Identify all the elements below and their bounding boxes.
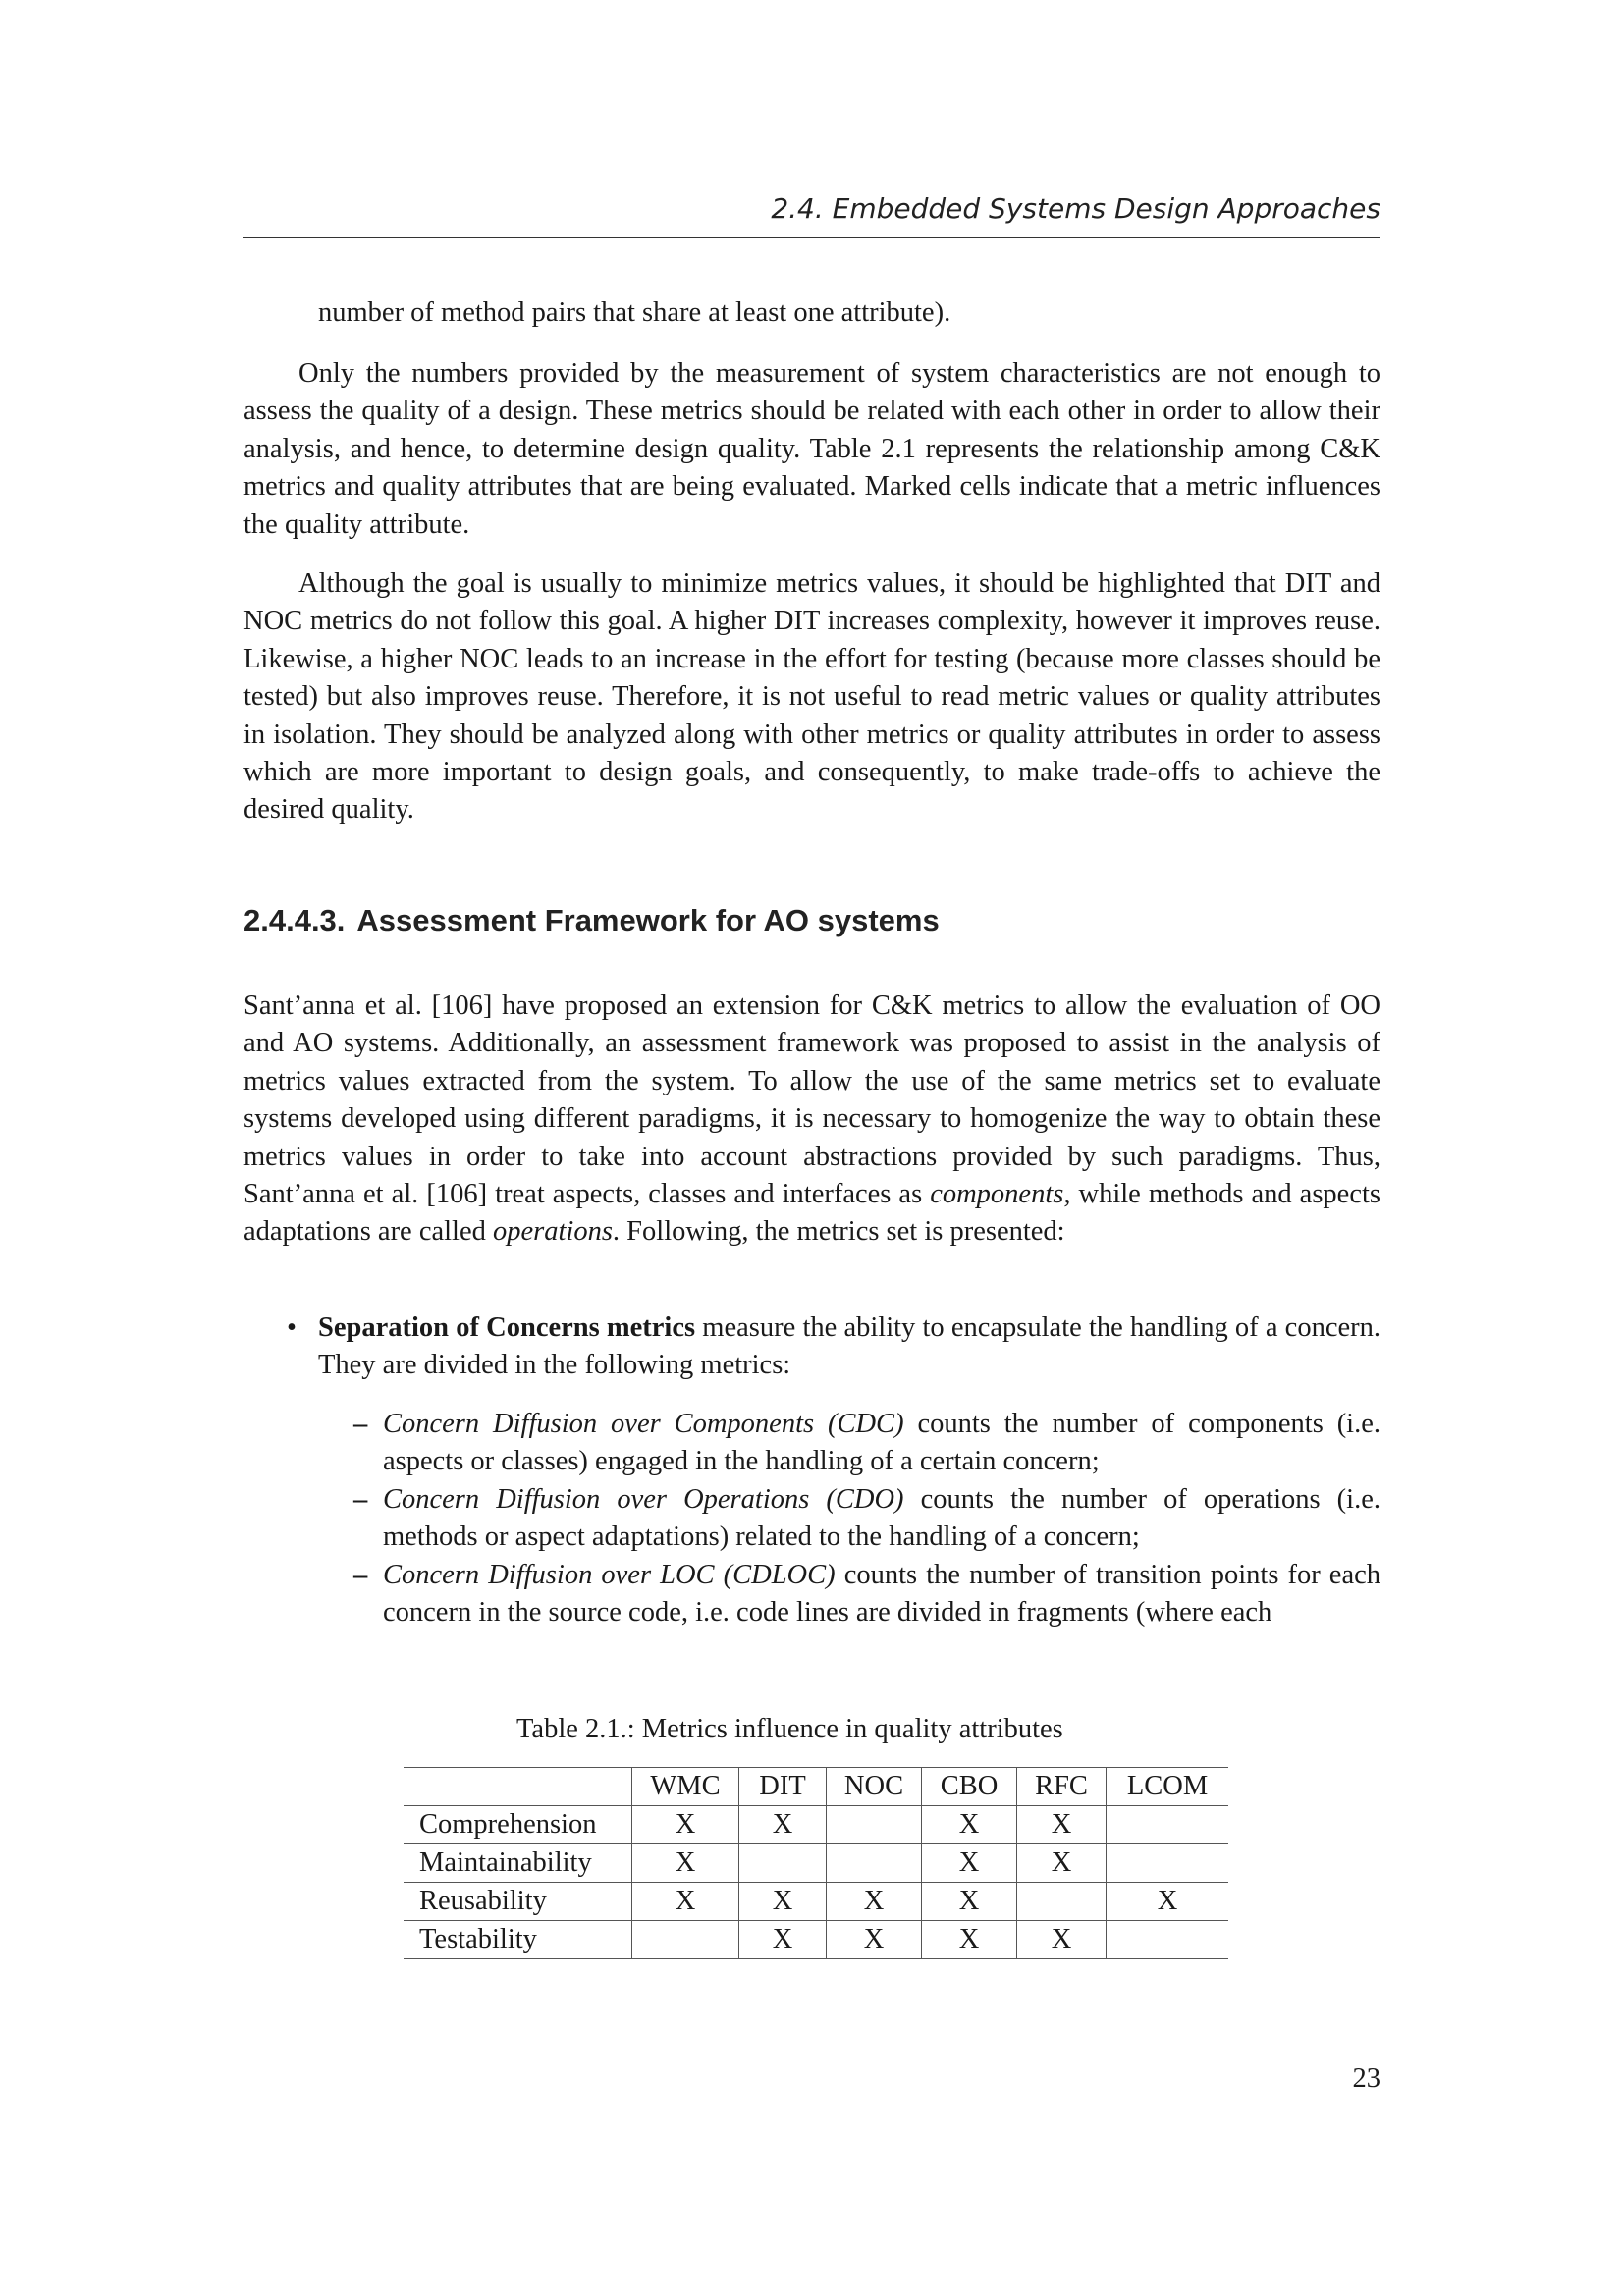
table-cell: X xyxy=(922,1806,1017,1844)
sub-item-term: Concern Diffusion over Operations (CDO) xyxy=(383,1483,904,1515)
page xyxy=(243,0,1380,2296)
sub-item-term: Concern Diffusion over LOC (CDLOC) xyxy=(383,1559,836,1590)
paragraph-3-part3: . Following, the metrics set is presented: xyxy=(612,1216,1065,1248)
table-cell: Maintainability xyxy=(419,1847,592,1878)
table-cell: X xyxy=(632,1883,739,1921)
sub-item-term: Concern Diffusion over Components (CDC) xyxy=(383,1409,904,1439)
table-cell xyxy=(739,1844,827,1883)
table-row xyxy=(404,1883,1228,1921)
bullet-body xyxy=(318,1309,1380,1385)
table-cell: X xyxy=(1017,1806,1107,1844)
paragraph-2 xyxy=(243,565,1380,829)
table-cell: X xyxy=(739,1806,827,1844)
paragraph-2-text: Although the goal is usually to minimize metrics values, it should be highlighted that DIT and NOC metrics do not follow this goal. A higher DIT increases complexity, however it improves reuse. Likewise, a higher NOC leads to an increase in the effort for testing (because more classes should be tested) but also improves reuse. Therefore, it is not useful to read metric values or quality attributes in isolation. They should be analyzed along with other metrics or quality attributes in order to assess which are more important to design goals, and consequently, to make trade-offs to achieve the desired quality. xyxy=(243,568,1380,826)
table-row xyxy=(404,1806,1228,1844)
paragraph-1-text: Only the numbers provided by the measurement of system characteristics are not enough to assess the quality of a design. These metrics should be related with each other in order to allow their analysis, and hence, to determine design quality. Table 2.1 represents the relationship among C&K metrics and quality attributes that are being evaluated. Marked cells indicate that a metric influences the quality attribute. xyxy=(243,358,1380,540)
table-row xyxy=(404,1921,1228,1959)
table-cell xyxy=(1107,1921,1229,1959)
table-cell: X xyxy=(1017,1844,1107,1883)
sub-item-desc: counts the number of operations (i.e. methods or aspect adaptations) related to the handling of a concern; xyxy=(383,1483,1380,1553)
table-cell xyxy=(1107,1844,1229,1883)
table-cell: X xyxy=(922,1883,1017,1921)
dash-marker: – xyxy=(353,1483,368,1515)
table-header-cell: WMC xyxy=(632,1768,739,1806)
table-cell: Reusability xyxy=(419,1886,547,1916)
table-cell xyxy=(632,1921,739,1959)
term-components: components xyxy=(930,1179,1064,1210)
sub-item-cdo xyxy=(353,1481,1380,1557)
paragraph-3-text xyxy=(243,988,1380,1252)
table-cell: X xyxy=(922,1844,1017,1883)
bullet-bold-term: Separation of Concerns metrics xyxy=(318,1312,696,1343)
table-header-cell xyxy=(404,1768,632,1806)
section-heading xyxy=(243,903,940,938)
table-cell xyxy=(827,1806,922,1844)
table-cell: X xyxy=(922,1921,1017,1959)
term-operations: operations xyxy=(493,1216,613,1248)
table-caption: Table 2.1.: Metrics influence in quality attributes xyxy=(516,1714,1063,1744)
table-cell: X xyxy=(739,1921,827,1959)
paragraph-3-part2: , while methods and aspects adaptations are called xyxy=(243,1179,1380,1248)
table-cell xyxy=(827,1844,922,1883)
table-cell: X xyxy=(1017,1921,1107,1959)
running-head: 2.4. Embedded Systems Design Approaches xyxy=(771,192,1380,225)
bullet-marker: • xyxy=(287,1312,297,1343)
table-cell: X xyxy=(1107,1883,1229,1921)
bullet-description: measure the ability to encapsulate the handling of a concern. They are divided in the following metrics: xyxy=(318,1312,1380,1381)
header-rule xyxy=(243,237,1380,238)
section-number: 2.4.4.3. xyxy=(243,903,346,937)
table-header-cell: CBO xyxy=(922,1768,1017,1806)
sub-item-desc: counts the number of components (i.e. aspects or classes) engaged in the handling of a certain concern; xyxy=(383,1409,1381,1477)
sub-item-cdloc xyxy=(353,1557,1380,1632)
sub-list xyxy=(353,1406,1380,1631)
table-cell: X xyxy=(632,1806,739,1844)
sub-item-desc: counts the number of transition points for each concern in the source code, i.e. code lines are divided in fragments (where each xyxy=(383,1559,1381,1629)
section-title: Assessment Framework for AO systems xyxy=(356,903,940,937)
table-header-row xyxy=(404,1768,1228,1806)
table-cell: Testability xyxy=(419,1924,537,1954)
table-cell xyxy=(1017,1883,1107,1921)
sub-item-cdc xyxy=(353,1406,1380,1481)
table-cell: X xyxy=(632,1844,739,1883)
table-row xyxy=(404,1844,1228,1883)
table-cell: X xyxy=(827,1921,922,1959)
table-cell: X xyxy=(739,1883,827,1921)
dash-marker: – xyxy=(353,1409,368,1439)
page-number: 23 xyxy=(1352,2063,1380,2094)
continuation-text: number of method pairs that share at least one attribute). xyxy=(318,297,951,328)
paragraph-3-part1: Sant’anna et al. [106] have proposed an extension for C&K metrics to allow the evaluation of OO and AO systems. Additionally, an assessment framework was proposed to assist in the analysis of metrics values extracted from the system. To allow the use of the same metrics set to evaluate systems developed using different paradigms, it is necessary to homogenize the way to obtain these metrics values in order to take into account abstractions provided by such paradigms. Thus, Sant’anna et al. [106] treat aspects, classes and interfaces as xyxy=(243,990,1380,1210)
paragraph-3 xyxy=(243,988,1380,1252)
paragraph-1 xyxy=(243,355,1380,544)
continuation-line xyxy=(243,294,1380,332)
bullet-item xyxy=(287,1309,1380,1385)
table-header-cell: LCOM xyxy=(1107,1768,1229,1806)
dash-marker: – xyxy=(353,1559,368,1590)
table-cell: X xyxy=(827,1883,922,1921)
table-header-cell: NOC xyxy=(827,1768,922,1806)
table-cell: Comprehension xyxy=(419,1809,597,1840)
table-header-cell: RFC xyxy=(1017,1768,1107,1806)
table-cell xyxy=(1107,1806,1229,1844)
table-header-cell: DIT xyxy=(739,1768,827,1806)
metrics-table xyxy=(404,1767,1228,1959)
